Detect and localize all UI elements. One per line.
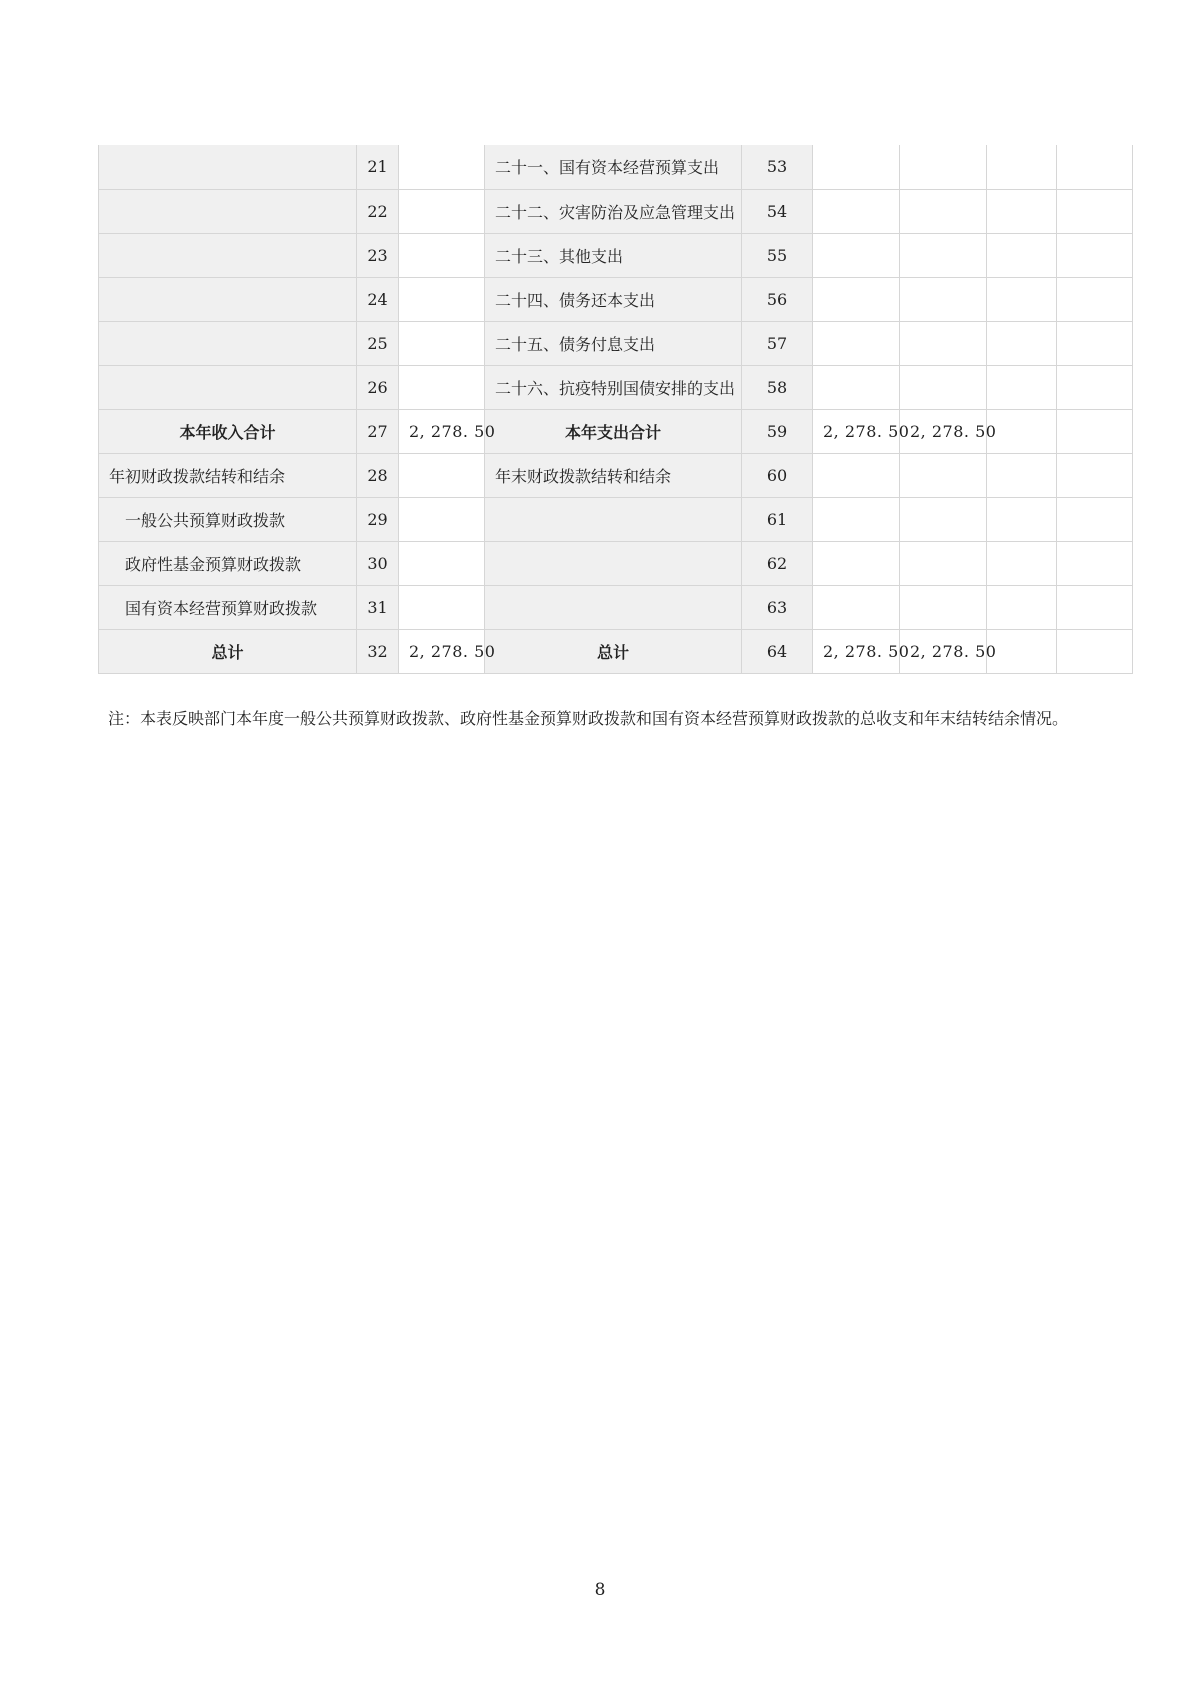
expense-value-cell — [813, 497, 900, 541]
income-amount-cell: 2, 278. 50 — [399, 629, 485, 673]
income-item-cell: 年初财政拨款结转和结余 — [99, 453, 357, 497]
expense-value-cell — [987, 321, 1057, 365]
income-row-number: 21 — [357, 145, 399, 189]
table-row-income-total — [99, 409, 1133, 453]
table-row — [99, 497, 1133, 541]
table-row-grand-total — [99, 629, 1133, 673]
expense-item-cell — [485, 585, 742, 629]
table-row — [99, 585, 1133, 629]
income-item-cell: 一般公共预算财政拨款 — [99, 497, 357, 541]
grand-total-label: 总计 — [99, 629, 357, 673]
expense-value-cell — [1057, 145, 1133, 189]
expense-value-cell — [900, 585, 987, 629]
table-row — [99, 277, 1133, 321]
expense-value-cell — [1057, 365, 1133, 409]
expense-value-cell — [813, 321, 900, 365]
income-amount-cell — [399, 189, 485, 233]
income-amount-cell — [399, 277, 485, 321]
income-amount-cell — [399, 233, 485, 277]
expense-row-number: 63 — [742, 585, 813, 629]
expense-row-number: 55 — [742, 233, 813, 277]
budget-table-container — [98, 145, 1132, 674]
expense-value-cell — [1057, 233, 1133, 277]
income-amount-cell — [399, 541, 485, 585]
income-row-number: 28 — [357, 453, 399, 497]
expense-row-number: 64 — [742, 629, 813, 673]
expense-value-cell — [900, 497, 987, 541]
expense-value-cell: 2, 278. 50 — [900, 409, 987, 453]
income-row-number: 31 — [357, 585, 399, 629]
income-amount-cell — [399, 321, 485, 365]
expense-value-cell — [987, 497, 1057, 541]
table-row — [99, 321, 1133, 365]
income-amount-cell — [399, 497, 485, 541]
expense-value-cell — [987, 409, 1057, 453]
income-row-number: 24 — [357, 277, 399, 321]
expense-value-cell — [1057, 541, 1133, 585]
expense-value-cell — [987, 541, 1057, 585]
expense-value-cell — [1057, 497, 1133, 541]
expense-row-number: 59 — [742, 409, 813, 453]
expense-row-number: 58 — [742, 365, 813, 409]
expense-value-cell: 2, 278. 50 — [900, 629, 987, 673]
expense-value-cell — [987, 365, 1057, 409]
expense-value-cell — [813, 453, 900, 497]
table-row — [99, 541, 1133, 585]
expense-item-cell: 二十六、抗疫特别国债安排的支出 — [485, 365, 742, 409]
expense-item-cell: 二十四、债务还本支出 — [485, 277, 742, 321]
expense-row-number: 53 — [742, 145, 813, 189]
expense-value-cell — [900, 453, 987, 497]
income-item-cell — [99, 365, 357, 409]
expense-value-cell — [987, 233, 1057, 277]
expense-value-cell — [900, 189, 987, 233]
expense-row-number: 56 — [742, 277, 813, 321]
table-footnote: 注：本表反映部门本年度一般公共预算财政拨款、政府性基金预算财政拨款和国有资本经营预算财政拨款的总收支和年末结转结余情况。 — [108, 709, 1069, 728]
expense-value-cell — [987, 453, 1057, 497]
expense-value-cell — [813, 233, 900, 277]
expense-value-cell — [987, 145, 1057, 189]
grand-total-label: 总计 — [485, 629, 742, 673]
expense-value-cell — [1057, 585, 1133, 629]
expense-row-number: 60 — [742, 453, 813, 497]
income-amount-cell — [399, 585, 485, 629]
expense-value-cell — [900, 233, 987, 277]
income-row-number: 27 — [357, 409, 399, 453]
expense-value-cell — [1057, 277, 1133, 321]
income-item-cell — [99, 277, 357, 321]
expense-value-cell — [1057, 409, 1133, 453]
expense-item-cell — [485, 497, 742, 541]
expense-total-label: 本年支出合计 — [485, 409, 742, 453]
expense-row-number: 61 — [742, 497, 813, 541]
income-row-number: 30 — [357, 541, 399, 585]
expense-value-cell: 2, 278. 50 — [813, 629, 900, 673]
income-row-number: 22 — [357, 189, 399, 233]
expense-value-cell — [900, 365, 987, 409]
income-row-number: 25 — [357, 321, 399, 365]
expense-item-cell: 二十一、国有资本经营预算支出 — [485, 145, 742, 189]
expense-item-cell: 二十二、灾害防治及应急管理支出 — [485, 189, 742, 233]
expense-value-cell — [813, 585, 900, 629]
expense-value-cell — [987, 585, 1057, 629]
table-row — [99, 453, 1133, 497]
expense-value-cell — [813, 189, 900, 233]
income-amount-cell — [399, 365, 485, 409]
income-total-label: 本年收入合计 — [99, 409, 357, 453]
expense-row-number: 57 — [742, 321, 813, 365]
expense-value-cell — [900, 541, 987, 585]
income-item-cell — [99, 321, 357, 365]
expense-value-cell — [1057, 629, 1133, 673]
expense-item-cell: 二十五、债务付息支出 — [485, 321, 742, 365]
budget-table — [98, 145, 1133, 674]
table-row — [99, 189, 1133, 233]
expense-item-cell: 二十三、其他支出 — [485, 233, 742, 277]
income-amount-cell: 2, 278. 50 — [399, 409, 485, 453]
income-item-cell — [99, 189, 357, 233]
expense-value-cell — [1057, 453, 1133, 497]
expense-value-cell — [1057, 189, 1133, 233]
expense-value-cell — [987, 629, 1057, 673]
table-row — [99, 233, 1133, 277]
income-item-cell — [99, 145, 357, 189]
income-row-number: 26 — [357, 365, 399, 409]
expense-value-cell — [813, 541, 900, 585]
table-row — [99, 365, 1133, 409]
expense-value-cell — [1057, 321, 1133, 365]
page-number: 8 — [594, 1580, 606, 1600]
income-row-number: 32 — [357, 629, 399, 673]
income-item-cell: 国有资本经营预算财政拨款 — [99, 585, 357, 629]
expense-value-cell: 2, 278. 50 — [813, 409, 900, 453]
income-amount-cell — [399, 453, 485, 497]
expense-value-cell — [813, 277, 900, 321]
income-item-cell: 政府性基金预算财政拨款 — [99, 541, 357, 585]
expense-value-cell — [987, 189, 1057, 233]
income-row-number: 29 — [357, 497, 399, 541]
expense-value-cell — [900, 277, 987, 321]
expense-row-number: 62 — [742, 541, 813, 585]
income-item-cell — [99, 233, 357, 277]
expense-value-cell — [900, 145, 987, 189]
table-row — [99, 145, 1133, 189]
expense-item-cell — [485, 541, 742, 585]
expense-value-cell — [900, 321, 987, 365]
income-amount-cell — [399, 145, 485, 189]
expense-value-cell — [813, 145, 900, 189]
expense-value-cell — [987, 277, 1057, 321]
expense-item-cell: 年末财政拨款结转和结余 — [485, 453, 742, 497]
expense-value-cell — [813, 365, 900, 409]
expense-row-number: 54 — [742, 189, 813, 233]
income-row-number: 23 — [357, 233, 399, 277]
